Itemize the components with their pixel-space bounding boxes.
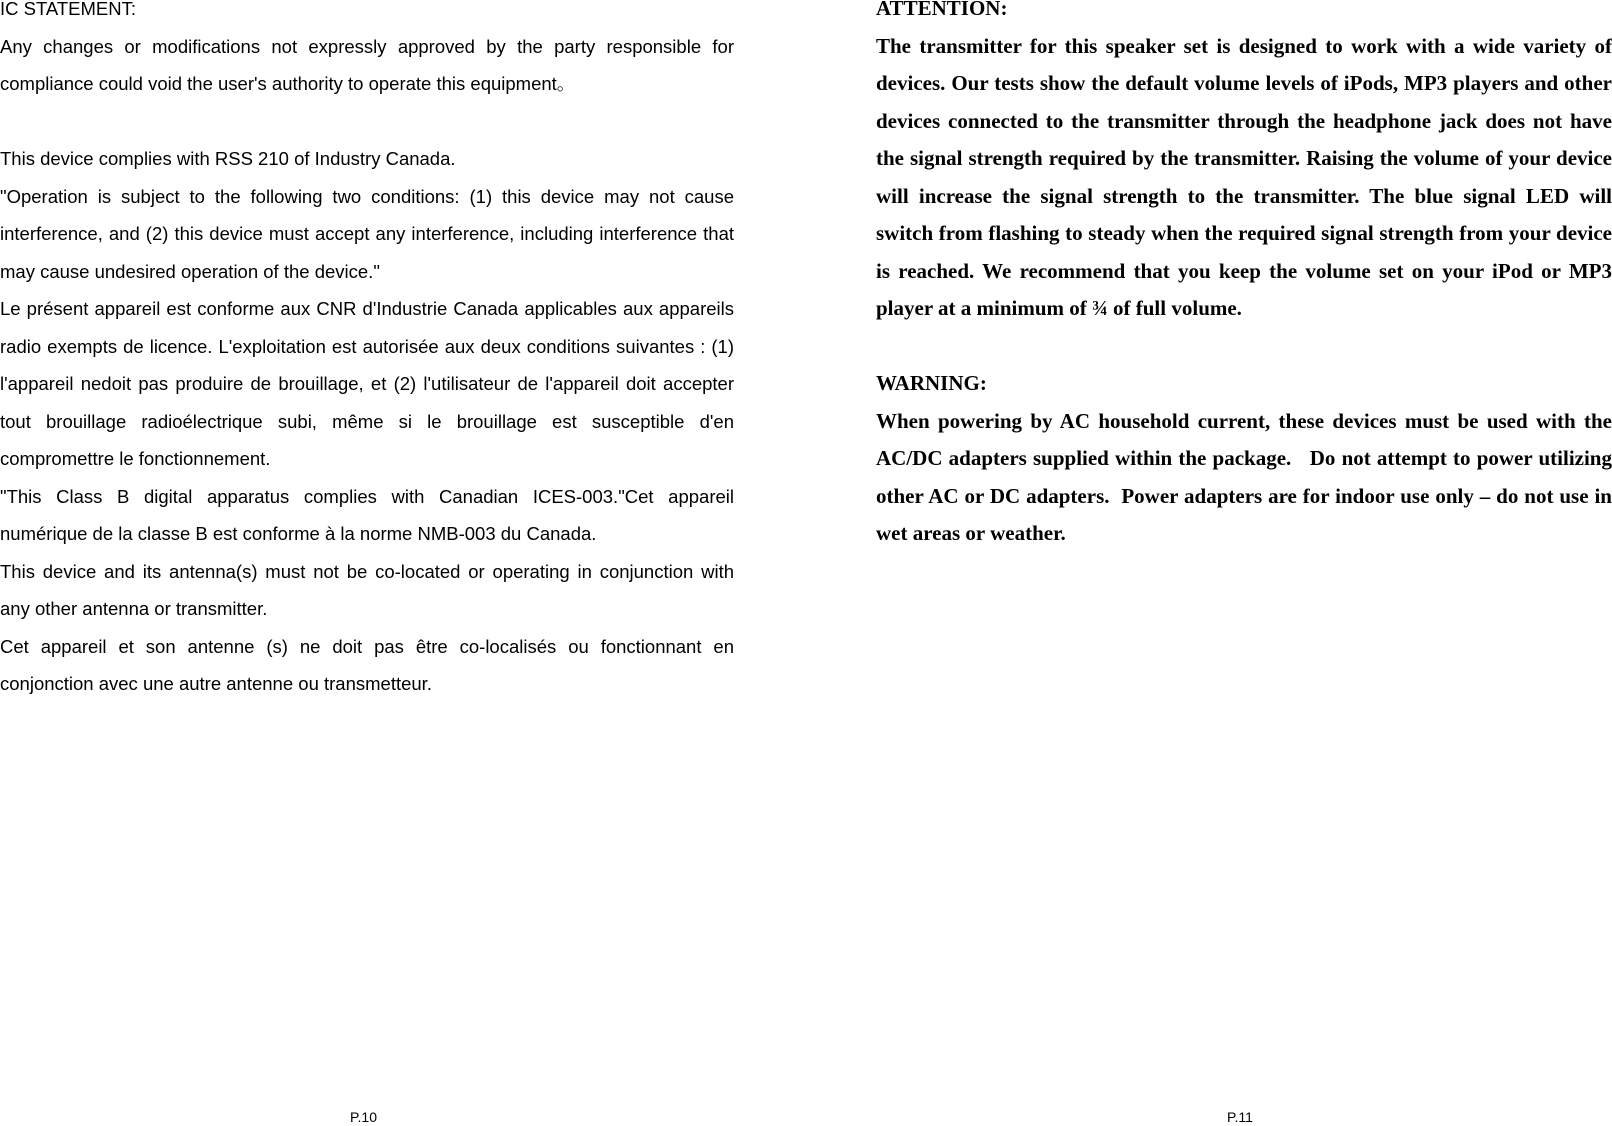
antenna-colocation-paragraph: This device and its antenna(s) must not be co-located or operating in conjunction with any other antenna or transmitter.: [0, 560, 734, 619]
modification-warning-paragraph: Any changes or modifications not expressly approved by the party responsible for compliance could void the user's authority to operate this equipment。: [0, 35, 734, 94]
paragraph-spacer: [876, 328, 1612, 366]
paragraph-spacer: [0, 103, 734, 141]
operation-conditions-paragraph: "Operation is subject to the following two conditions: (1) this device may not cause interference, and (2) this device must accept any interference, including interference that may cause undesired operation of the device.": [0, 185, 734, 282]
attention-paragraph: The transmitter for this speaker set is designed to work with a wide variety of devices. Our tests show the default volume levels of iPods, MP3 players and other devices connected to the transmitter through the headphone jack does not have the signal strength required by the transmitter. Raising the volume of your device will increase the signal strength to the transmitter. The blue signal LED will switch from flashing to steady when the required signal strength from your device is reached. We recommend that you keep the volume set on your iPod or MP3 player at a minimum of ¾ of full volume.: [876, 33, 1612, 320]
attention-heading: ATTENTION:: [876, 0, 1008, 20]
right-page: [876, 0, 1612, 1126]
ices-compliance-paragraph: "This Class B digital apparatus complies with Canadian ICES-003."Cet appareil numérique de la classe B est conforme à la norme NMB-003 du Canada.: [0, 485, 734, 544]
page-number: P.10: [350, 1109, 377, 1125]
warning-paragraph: When powering by AC household current, these devices must be used with the AC/DC adapters supplied within the package. Do not attempt to power utilizing other AC or DC adapters. Power adapters are for indoor use only – do not use in wet areas or weather.: [876, 408, 1612, 545]
ic-statement-body: [0, 28, 734, 703]
rss-compliance-paragraph: This device complies with RSS 210 of Industry Canada.: [0, 148, 456, 169]
page-number: P.11: [1227, 1109, 1253, 1125]
warning-heading: WARNING:: [876, 371, 987, 395]
left-page: [0, 0, 734, 1126]
french-antenna-paragraph: Cet appareil et son antenne (s) ne doit pas être co-localisés ou fonctionnant en conjonction avec une autre antenne ou transmetteur.: [0, 635, 734, 694]
ic-statement-heading: IC STATEMENT:: [0, 0, 137, 19]
french-conditions-paragraph: Le présent appareil est conforme aux CNR d'Industrie Canada applicables aux appareils radio exempts de licence. L'exploitation est autorisée aux deux conditions suivantes : (1) l'appareil nedoit pas produire de brouillage, et (2) l'utilisateur de l'appareil doit accepter tout brouillage radioélectrique subi, même si le brouillage est susceptible d'en compromettre le fonctionnement.: [0, 298, 734, 469]
